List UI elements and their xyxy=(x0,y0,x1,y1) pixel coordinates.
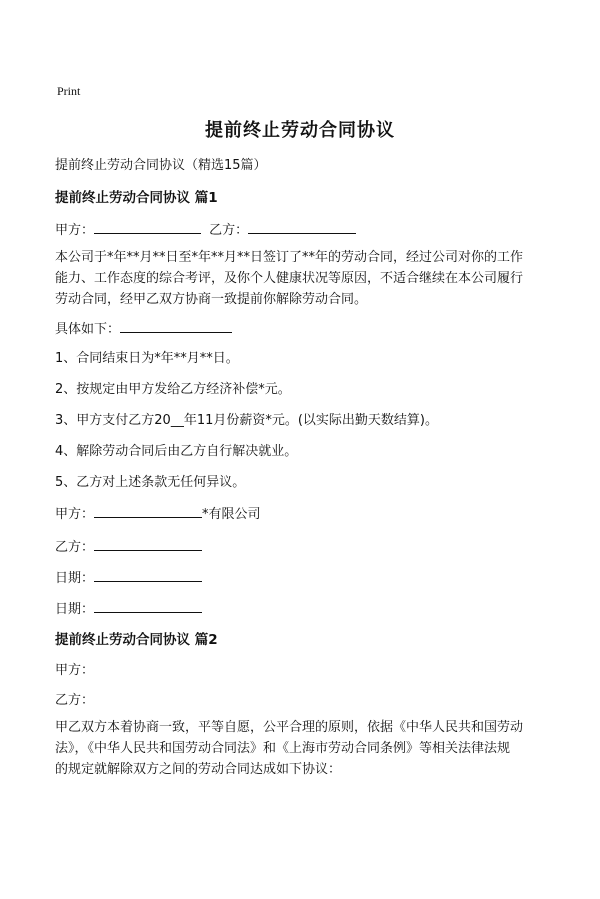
section1-paragraph xyxy=(55,247,555,310)
paragraph-line: 能力、工作态度的综合考评，及你个人健康状况等原因，不适合继续在本公司履行 xyxy=(55,271,524,286)
party-b-blank xyxy=(248,221,356,234)
list-item: 4、解除劳动合同后由乙方自行解决就业。 xyxy=(55,444,298,459)
sign-a-suffix: *有限公司 xyxy=(202,507,261,522)
section2-paragraph xyxy=(55,717,555,780)
paragraph-line: 的规定就解除双方之间的劳动合同达成如下协议： xyxy=(55,762,342,777)
section1-parties xyxy=(55,219,356,238)
sign-a-label: 甲方： xyxy=(55,507,95,522)
paragraph-line: 甲乙双方本着协商一致，平等自愿，公平合理的原则，依据《中华人民共和国劳动 xyxy=(55,720,524,735)
date-line-2 xyxy=(55,598,202,617)
paragraph-line: 本公司于*年**月**日至*年**月**日签订了**年的劳动合同，经过公司对你的工作 xyxy=(55,250,524,265)
list-item: 1、合同结束日为*年**月**日。 xyxy=(55,351,239,366)
sign-b-label: 乙方： xyxy=(55,540,95,555)
details-line xyxy=(55,318,232,337)
date2-blank xyxy=(94,600,202,613)
section2-party-a: 甲方： xyxy=(55,663,95,678)
date-line-1 xyxy=(55,567,202,586)
sign-party-b xyxy=(55,536,202,555)
party-a-blank xyxy=(94,221,201,234)
page-title: 提前终止劳动合同协议 xyxy=(205,120,395,141)
date2-label: 日期： xyxy=(55,602,95,617)
list-item: 3、甲方支付乙方20__年11月份薪资*元。(以实际出勤天数结算)。 xyxy=(55,413,438,428)
details-label: 具体如下： xyxy=(55,322,121,337)
paragraph-line: 法》，《中华人民共和国劳动合同法》和《上海市劳动合同条例》等相关法律法规 xyxy=(55,741,511,756)
date1-blank xyxy=(94,569,202,582)
section2-party-b: 乙方： xyxy=(55,693,95,708)
section1-heading: 提前终止劳动合同协议 篇1 xyxy=(55,190,218,206)
date1-label: 日期： xyxy=(55,571,95,586)
party-b-label: 乙方： xyxy=(209,223,249,238)
list-item: 5、乙方对上述条款无任何异议。 xyxy=(55,475,246,490)
list-item: 2、按规定由甲方发给乙方经济补偿*元。 xyxy=(55,382,291,397)
sign-b-blank xyxy=(94,538,202,551)
party-a-label: 甲方： xyxy=(55,223,95,238)
section2-heading: 提前终止劳动合同协议 篇2 xyxy=(55,632,218,648)
paragraph-line: 劳动合同，经甲乙双方协商一致提前你解除劳动合同。 xyxy=(55,292,368,307)
sign-party-a xyxy=(55,503,261,522)
sign-a-blank xyxy=(94,505,202,518)
details-blank xyxy=(120,320,232,333)
subtitle: 提前终止劳动合同协议（精选15篇） xyxy=(55,158,267,173)
print-link[interactable]: Print xyxy=(57,84,81,98)
